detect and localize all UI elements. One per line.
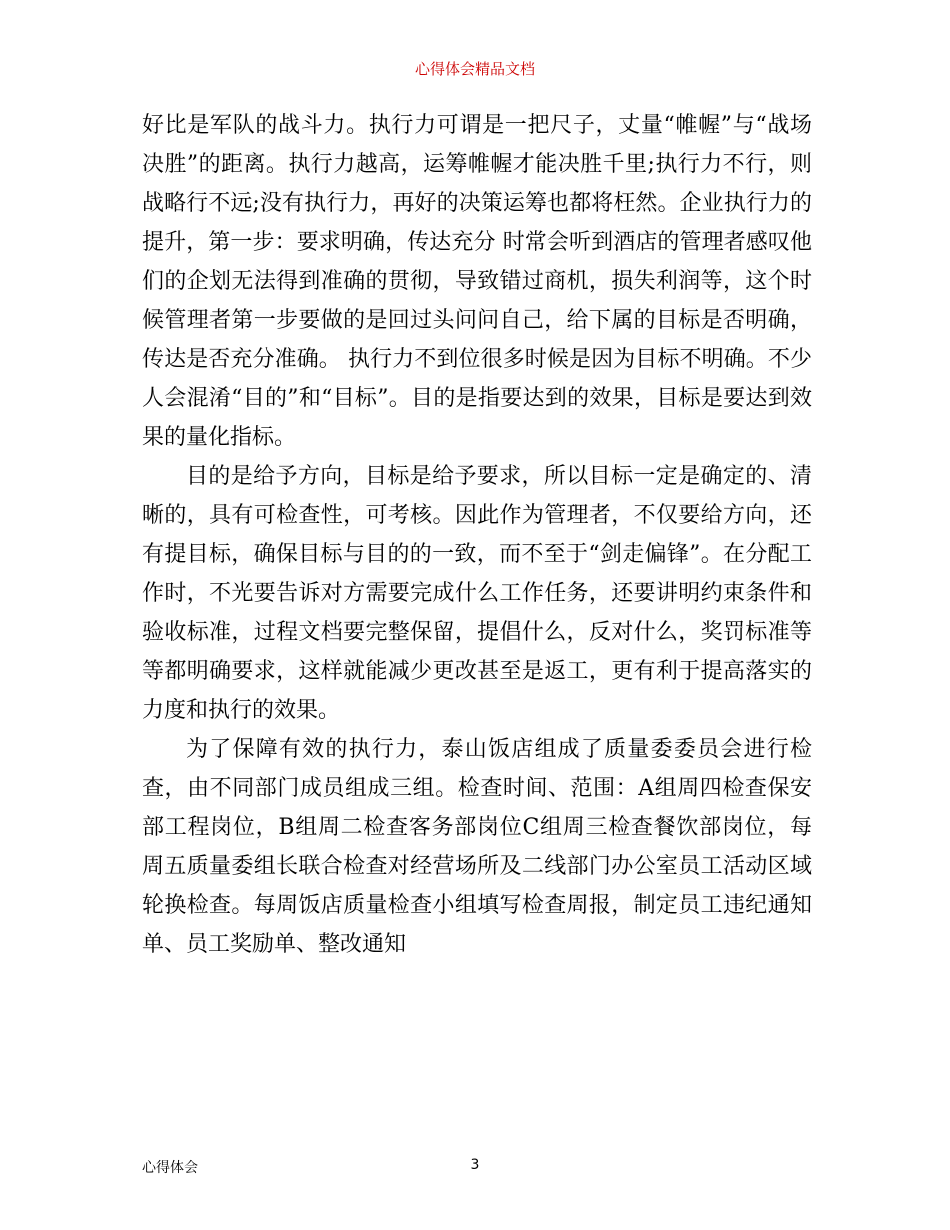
paragraph-3: 为了保障有效的执行力，泰山饭店组成了质量委委员会进行检查，由不同部门成员组成三组。检查时间、范围：A组周四检查保安部工程岗位，B组周二检查客务部岗位C组周三检查餐饮部岗位，每周五质量委组长联合检查对经营场所及二线部门办公室员工活动区域轮换检查。每周饭店质量检查小组填写检查周报，制定员工违纪通知单、员工奖励单、整改通知 (142, 737, 812, 957)
page-number: 3 (470, 1157, 480, 1173)
document-body (142, 106, 812, 964)
footer-label: 心得体会 (142, 1160, 198, 1176)
page-header-title: 心得体会精品文档 (414, 60, 535, 78)
paragraph-2: 目的是给予方向，目标是给予要求，所以目标一定是确定的、清晰的，具有可检查性，可考核。因此作为管理者，不仅要给方向，还有提目标，确保目标与目的的一致，而不至于“剑走偏锋”。在分配工作时，不光要告诉对方需要完成什么工作任务，还要讲明约束条件和验收标准，过程文档要完整保留，提倡什么，反对什么，奖罚标准等等都明确要求，这样就能减少更改甚至是返工，更有利于提高落实的力度和执行的效果。 (142, 464, 812, 723)
paragraph-1: 好比是军队的战斗力。执行力可谓是一把尺子，丈量“帷幄”与“战场决胜”的距离。执行力越高，运筹帷幄才能决胜千里;执行力不行，则战略行不远;没有执行力，再好的决策运筹也都将枉然。企业执行力的提升，第一步：要求明确，传达充分 时常会听到酒店的管理者感叹他们的企划无法得到准确的贯彻，导致错过商机，损失利润等，这个时候管理者第一步要做的是回过头问问自己，给下属的目标是否明确，传达是否充分准确。 执行力不到位很多时候是因为目标不明确。不少人会混淆“目的”和“目标”。目的是指要达到的效果，目标是要达到效果的量化指标。 (142, 113, 812, 450)
